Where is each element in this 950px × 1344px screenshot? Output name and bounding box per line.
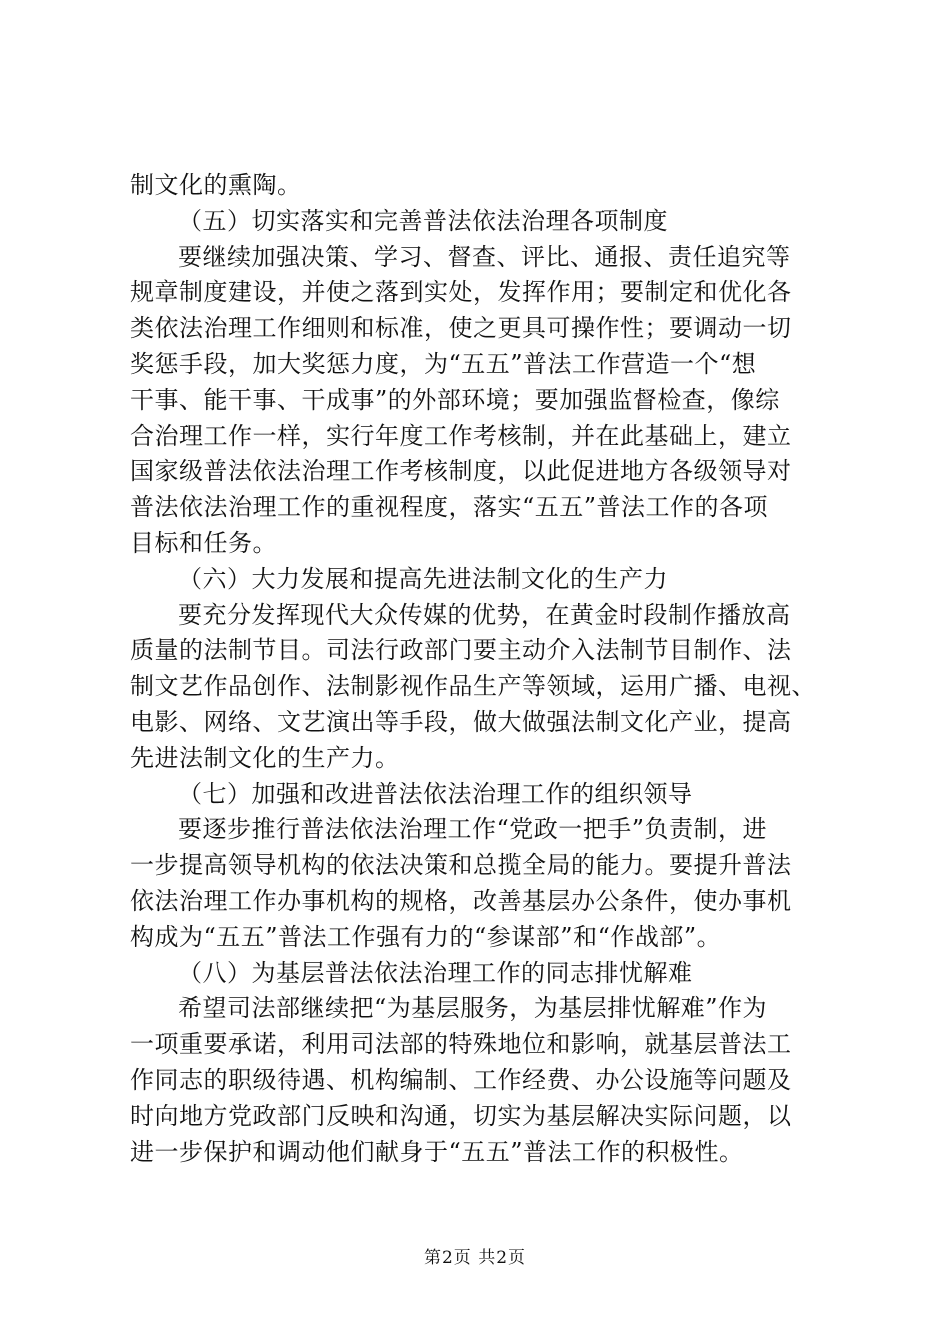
text-line: 依法治理工作办事机构的规格，改善基层办公条件，使办事机 — [130, 886, 792, 915]
text-line: 要逐步推行普法依法治理工作“党政一把手”负责制，进 — [178, 815, 768, 844]
section-heading: （八）为基层普法依法治理工作的同志排忧解难 — [178, 958, 693, 987]
text-line: 制文艺作品创作、法制影视作品生产等领域，运用广播、电视、 — [130, 672, 816, 701]
text-line: 要继续加强决策、学习、督查、评比、通报、责任追究等 — [178, 242, 791, 271]
text-line: 类依法治理工作细则和标准，使之更具可操作性；要调动一切 — [130, 314, 792, 343]
text-line: 普法依法治理工作的重视程度，落实“五五”普法工作的各项 — [130, 493, 769, 522]
text-line: 希望司法部继续把“为基层服务，为基层排忧解难”作为 — [178, 994, 768, 1023]
text-line: 要充分发挥现代大众传媒的优势，在黄金时段制作播放高 — [178, 600, 791, 629]
text-line: 时向地方党政部门反映和沟通，切实为基层解决实际问题，以 — [130, 1101, 792, 1130]
section-heading: （七）加强和改进普法依法治理工作的组织领导 — [178, 779, 693, 808]
text-line: 目标和任务。 — [130, 528, 277, 557]
text-line: 合治理工作一样，实行年度工作考核制，并在此基础上，建立 — [130, 421, 792, 450]
text-line: 规章制度建设，并使之落到实处，发挥作用；要制定和优化各 — [130, 278, 792, 307]
section-heading: （六）大力发展和提高先进法制文化的生产力 — [178, 564, 668, 593]
text-line: 制文化的熏陶。 — [130, 171, 302, 199]
text-line: 作同志的职级待遇、机构编制、工作经费、办公设施等问题及 — [130, 1065, 792, 1094]
text-line: 先进法制文化的生产力。 — [130, 743, 400, 772]
text-line: 一项重要承诺，利用司法部的特殊地位和影响，就基层普法工 — [130, 1030, 792, 1059]
page-number-footer: 第2页 共2页 — [423, 1248, 527, 1268]
document-body — [130, 168, 840, 1170]
text-line: 国家级普法依法治理工作考核制度，以此促进地方各级领导对 — [130, 457, 792, 486]
text-line: 干事、能干事、干成事”的外部环境；要加强监督检查，像综 — [130, 385, 780, 414]
text-line: 电影、网络、文艺演出等手段，做大做强法制文化产业，提高 — [130, 707, 792, 736]
text-line: 构成为“五五”普法工作强有力的“参谋部”和“作战部”。 — [130, 922, 722, 951]
text-line: 进一步保护和调动他们献身于“五五”普法工作的积极性。 — [130, 1137, 744, 1166]
section-heading: （五）切实落实和完善普法依法治理各项制度 — [178, 206, 668, 235]
text-line: 质量的法制节目。司法行政部门要主动介入法制节目制作、法 — [130, 636, 792, 665]
text-line: 奖惩手段，加大奖惩力度，为“五五”普法工作营造一个“想 — [130, 349, 757, 378]
text-line: 一步提高领导机构的依法决策和总揽全局的能力。要提升普法 — [130, 851, 792, 880]
